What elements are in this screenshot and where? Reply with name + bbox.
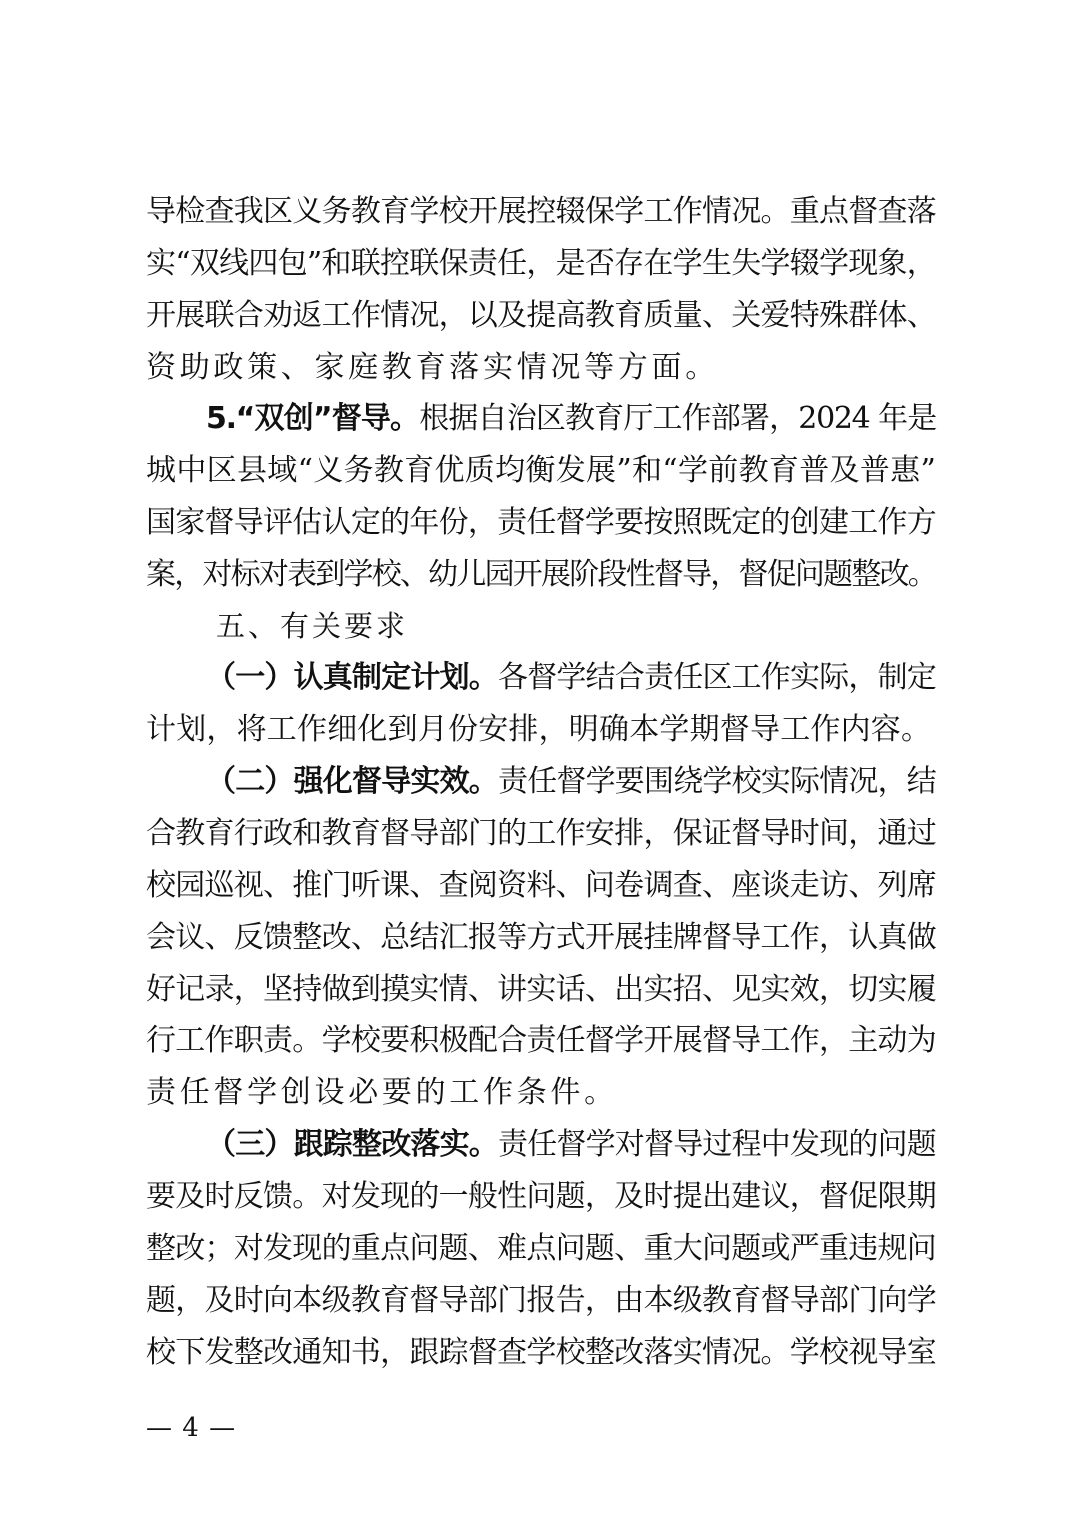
paragraph-4-title: （二）强化督导实效。 xyxy=(206,764,498,799)
paragraph-3-line-2: 计划，将工作细化到月份安排，明确本学期督导工作内容。 xyxy=(146,712,932,747)
paragraph-5-line-2: 要及时反馈。对发现的一般性问题，及时提出建议，督促限期 xyxy=(146,1179,936,1214)
paragraph-4-line-2: 合教育行政和教育督导部门的工作安排，保证督导时间，通过 xyxy=(146,816,936,851)
paragraph-4-line-5: 好记录，坚持做到摸实情、讲实话、出实招、见实效，切实履 xyxy=(146,972,936,1007)
paragraph-3-line-1 xyxy=(206,658,936,698)
paragraph-2-line-2: 城中区县域“义务教育优质均衡发展”和“学前教育普及普惠” xyxy=(146,453,936,488)
paragraph-2-title: 5.“双创”督导。 xyxy=(206,401,420,436)
section-heading: 五、有关要求 xyxy=(216,609,409,643)
paragraph-4-line-3: 校园巡视、推门听课、查阅资料、问卷调查、座谈走访、列席 xyxy=(146,868,936,903)
paragraph-2-line-1-text: 根据自治区教育厅工作部署，2024 年是 xyxy=(419,401,936,436)
paragraph-5-line-3: 整改；对发现的重点问题、难点问题、重大问题或严重违规问 xyxy=(146,1231,936,1266)
paragraph-4-line-7: 责任督学创设必要的工作条件。 xyxy=(146,1075,618,1110)
paragraph-2-line-3: 国家督导评估认定的年份，责任督学要按照既定的创建工作方 xyxy=(146,505,936,540)
paragraph-4-line-1 xyxy=(206,762,936,802)
paragraph-5-line-4: 题，及时向本级教育督导部门报告，由本级教育督导部门向学 xyxy=(146,1283,936,1318)
paragraph-1-line-1: 导检查我区义务教育学校开展控辍保学工作情况。重点督查落 xyxy=(146,194,936,229)
paragraph-1-line-3: 开展联合劝返工作情况，以及提高教育质量、关爱特殊群体、 xyxy=(146,298,936,333)
paragraph-5-title: （三）跟踪整改落实。 xyxy=(206,1127,498,1162)
paragraph-4-line-1-text: 责任督学要围绕学校实际情况，结 xyxy=(498,764,936,799)
paragraph-5-line-1 xyxy=(206,1125,936,1165)
paragraph-2-line-4: 案，对标对表到学校、幼儿园开展阶段性督导，督促问题整改。 xyxy=(146,557,936,592)
paragraph-1-line-2: 实“双线四包”和联控联保责任，是否存在学生失学辍学现象， xyxy=(146,246,936,281)
paragraph-4-line-6: 行工作职责。学校要积极配合责任督学开展督导工作，主动为 xyxy=(146,1023,936,1058)
paragraph-4-line-4: 会议、反馈整改、总结汇报等方式开展挂牌督导工作，认真做 xyxy=(146,920,936,955)
paragraph-5-line-5: 校下发整改通知书，跟踪督查学校整改落实情况。学校视导室 xyxy=(146,1335,936,1370)
paragraph-3-title: （一）认真制定计划。 xyxy=(206,660,498,695)
paragraph-3-line-1-text: 各督学结合责任区工作实际，制定 xyxy=(498,660,936,695)
paragraph-2-line-1 xyxy=(206,399,936,439)
paragraph-1-line-4: 资助政策、家庭教育落实情况等方面。 xyxy=(146,350,719,385)
paragraph-5-line-1-text: 责任督学对督导过程中发现的问题 xyxy=(498,1127,936,1162)
page-number: — 4 — xyxy=(146,1413,237,1443)
